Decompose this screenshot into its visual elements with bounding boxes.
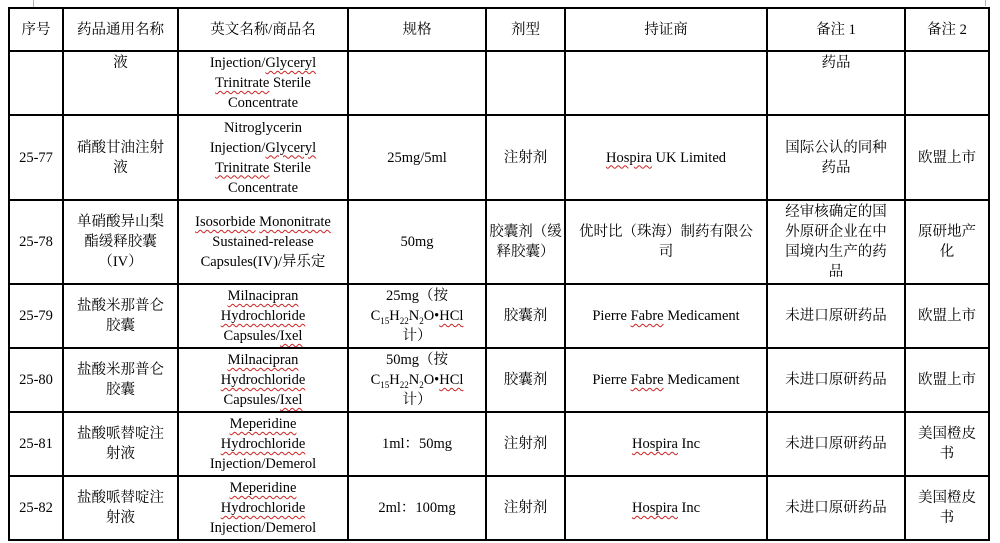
table-cell: 美国橙皮 书 [905,476,989,540]
table-cell: 2ml：100mg [348,476,486,540]
table-cell: Injection/Glyceryl Trinitrate Sterile Concentrate [178,51,348,115]
table-cell: Milnacipran Hydrochloride Capsules/Ixel [178,348,348,412]
table-cell: 欧盟上市 [905,284,989,348]
table-row [9,115,989,200]
spellcheck-underline: Mononitrate [259,214,331,230]
chemical-subscript: 2 [419,315,424,326]
table-cell: 未进口原研药品 [767,348,905,412]
spellcheck-underline: HCl [439,308,464,324]
table-cell: 未进口原研药品 [767,412,905,476]
table-cell: Meperidine Hydrochloride Injection/Demerol [178,476,348,540]
column-header: 英文名称/商品名 [178,8,348,51]
table-cell: Hospira Inc [565,476,767,540]
table-cell [9,51,63,115]
table-cell: 25-80 [9,348,63,412]
column-header: 序号 [9,8,63,51]
table-cell [486,51,565,115]
gridline-artifact-right [985,0,986,6]
column-header: 持证商 [565,8,767,51]
table-cell: 盐酸哌替啶注 射液 [63,412,178,476]
drug-table [8,7,990,541]
spellcheck-underline: Trinitrate [215,159,270,176]
chemical-subscript: 15 [380,379,390,390]
table-cell: 盐酸米那普仑 胶囊 [63,348,178,412]
chemical-subscript: 15 [380,315,390,326]
column-header: 备注 2 [905,8,989,51]
table-cell: 未进口原研药品 [767,476,905,540]
table-cell: 盐酸哌替啶注 射液 [63,476,178,540]
chemical-subscript: 22 [399,379,409,390]
table-cell: 欧盟上市 [905,115,989,200]
table-cell: 25mg（按 $C_{15}H_{22}N_2O•HCl$ 计） [348,284,486,348]
column-header: 规格 [348,8,486,51]
table-row [9,51,989,115]
spellcheck-underline: Ixel [279,328,303,344]
table-cell: 单硝酸异山梨 酯缓释胶囊 （IV） [63,200,178,284]
table-cell [905,51,989,115]
table-cell [348,51,486,115]
table-cell: Hospira UK Limited [565,115,767,200]
table-cell: 经审核确定的国 外原研企业在中 国境内生产的药 品 [767,200,905,284]
table-cell: Milnacipran Hydrochloride Capsules/Ixel [178,284,348,348]
table-row [9,200,989,284]
table-cell: 注射剂 [486,476,565,540]
gridline-artifact-left [33,0,34,7]
spellcheck-underline: Hospira [605,149,652,166]
table-body [9,51,989,540]
spellcheck-underline: Hospira [631,500,678,516]
table-cell: Hospira Inc [565,412,767,476]
table-cell: Pierre Fabre Medicament [565,348,767,412]
table-row [9,476,989,540]
spellcheck-underline: Hospira [631,436,678,452]
spellcheck-underline: Hydrochloride [220,308,306,324]
table-cell: 欧盟上市 [905,348,989,412]
chemical-subscript: 2 [419,379,424,390]
table-cell: Nitroglycerin Injection/Glyceryl Trinitrate Sterile Concentrate [178,115,348,200]
spellcheck-underline: Hydrochloride [220,500,306,516]
table-cell: 50mg [348,200,486,284]
spellcheck-underline: Ixel [279,392,303,408]
spellcheck-underline: Meperidine [229,480,297,496]
spellcheck-underline: Glyceryl [265,139,317,156]
spellcheck-underline: Fabre [630,372,664,388]
spellcheck-underline: Trinitrate [215,75,270,91]
spellcheck-underline: Hydrochloride [220,372,306,388]
spellcheck-underline: Glyceryl [265,55,317,71]
table-cell: 25-78 [9,200,63,284]
table-cell: 胶囊剂 [486,348,565,412]
table-cell: 盐酸米那普仑 胶囊 [63,284,178,348]
table-cell: 25-79 [9,284,63,348]
table-cell: 胶囊剂（缓 释胶囊） [486,200,565,284]
chemical-subscript: 22 [399,315,409,326]
spellcheck-underline: Milnacipran [227,352,299,368]
table-cell: Isosorbide Mononitrate Sustained-release Capsules(IV)/异乐定 [178,200,348,284]
table-cell: 未进口原研药品 [767,284,905,348]
table-cell: 注射剂 [486,412,565,476]
table-row [9,348,989,412]
spellcheck-underline: Milnacipran [227,288,299,304]
table-cell: 原研地产 化 [905,200,989,284]
column-header: 剂型 [486,8,565,51]
table-cell: 美国橙皮 书 [905,412,989,476]
table-row [9,284,989,348]
table-cell: Pierre Fabre Medicament [565,284,767,348]
spellcheck-underline: HCl [439,372,464,388]
spellcheck-underline: Hydrochloride [220,436,306,452]
header-row [9,8,989,51]
table-cell: 硝酸甘油注射 液 [63,115,178,200]
table-cell: 胶囊剂 [486,284,565,348]
table-cell: 药品 [767,51,905,115]
table-cell: 国际公认的同种 药品 [767,115,905,200]
column-header: 药品通用名称 [63,8,178,51]
table-cell: 1ml：50mg [348,412,486,476]
table-row [9,412,989,476]
spellcheck-underline: Fabre [630,308,664,324]
spellcheck-underline: Isosorbide [195,214,256,230]
table-cell: 25-81 [9,412,63,476]
column-header: 备注 1 [767,8,905,51]
table-cell: Meperidine Hydrochloride Injection/Demerol [178,412,348,476]
table-cell: 25-82 [9,476,63,540]
table-cell: 液 [63,51,178,115]
table-cell: 50mg（按 $C_{15}H_{22}N_2O•HCl$ 计） [348,348,486,412]
table-cell: 25-77 [9,115,63,200]
spellcheck-underline: Meperidine [229,416,297,432]
table-cell [565,51,767,115]
table-cell: 优时比（珠海）制药有限公 司 [565,200,767,284]
table-cell: 25mg/5ml [348,115,486,200]
table-cell: 注射剂 [486,115,565,200]
